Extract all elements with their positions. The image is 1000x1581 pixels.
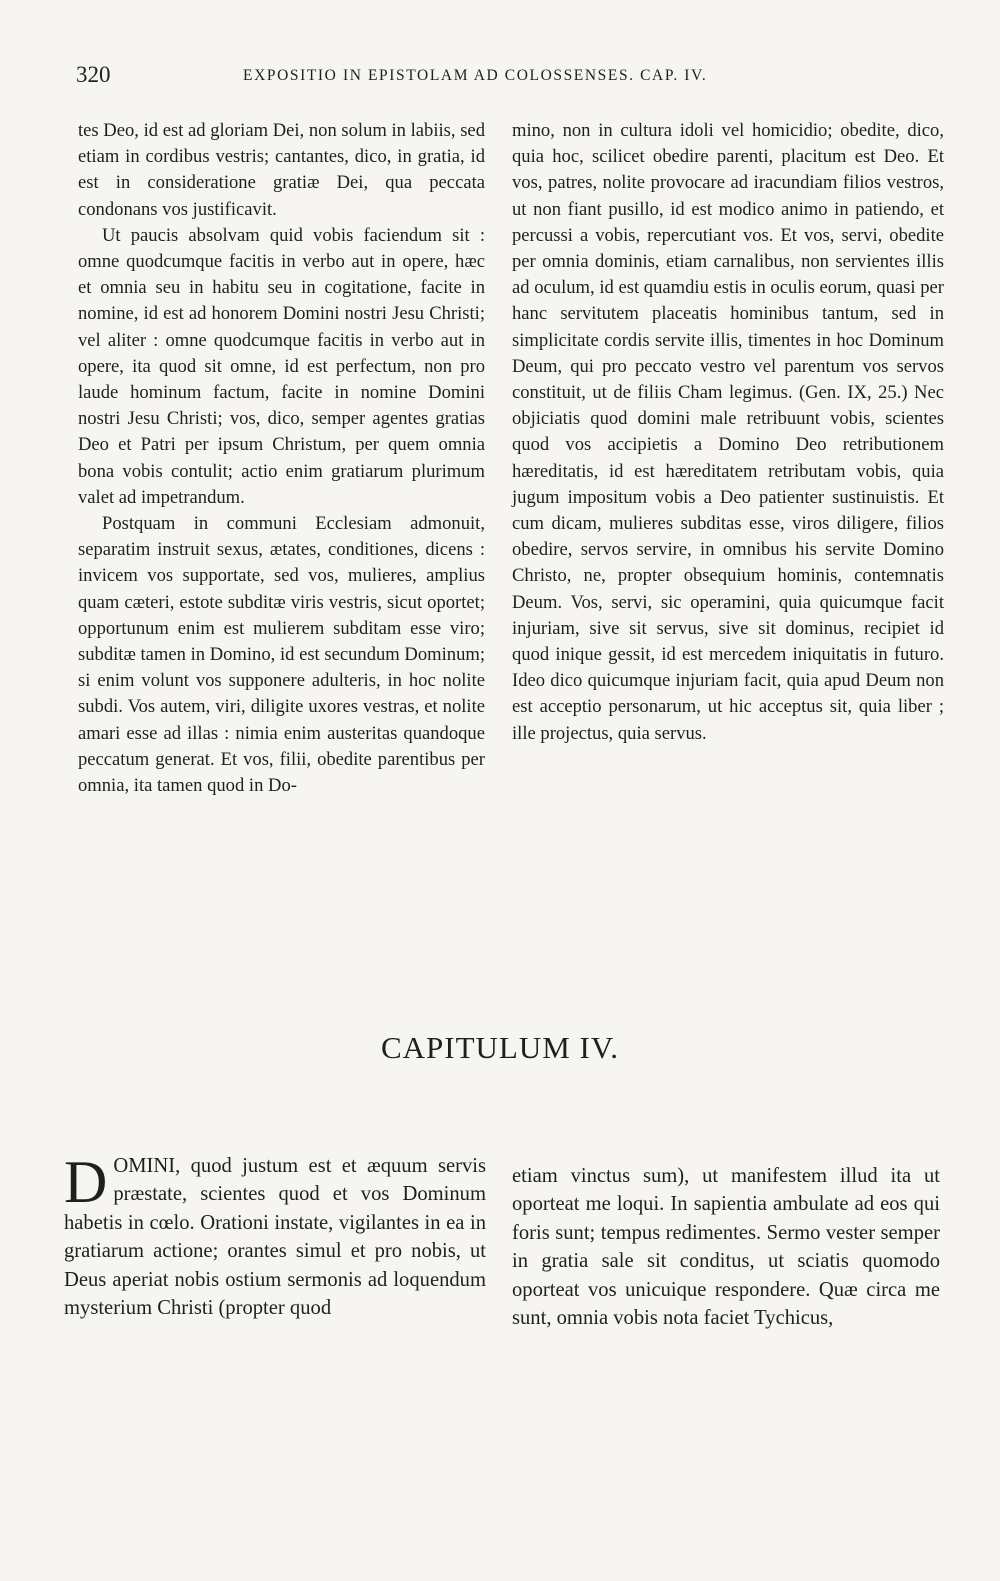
- page-number: 320: [76, 62, 111, 87]
- commentary-left-column: [78, 118, 485, 799]
- commentary-paragraph: mino, non in cultura idoli vel homicidio; obedite, dico, quia hoc, scilicet obedire parenti, placitum est Deo. Et vos, patres, nolite provocare ad iracundiam filios vestros, ut non fiant pusillo, id est modico animo in patiendo, et percussi a vobis, repercutiant vos. Et vos, servi, obedite per omnia dominis, etiam carnalibus, non servientes illis ad oculum, id est quamdiu estis in oculis eorum, quasi per hanc servitutem placeatis hominibus tantum, sed in simplicitate cordis servite illis, timentes in hoc Dominum Deum, qui pro peccato vestro vel parentum vos servos constituit, ut de filiis Cham legimus. (Gen. IX, 25.) Nec objiciatis quod domini male retribuunt vobis, scientes quod vos accipietis a Domino Deo retributionem hæreditatis, id est hæreditatem retributam vobis, quia jugum impositum vobis a Deo patienter sustinuistis. Et cum dicam, mulieres subditas esse, viros diligere, filios obedire, servos servire, in omnibus his servite Domino Christo, ne, propter obsequium hominis, contemnatis Deum. Vos, servi, sic operamini, quia quicumque facit injuriam, sive sit servus, sive sit dominus, recipiet id quod inique gessit, id est mercedem iniquitatis in futuro. Ideo dico quicumque injuriam facit, quia apud Deum non est acceptio personarum, ut hic acceptus sit, quia liber ; ille projectus, quia servus.: [512, 120, 944, 744]
- scripture-text: OMINI, quod justum est et æquum servis præstate, scientes quod et vos Dominum habetis in cœlo. Orationi instate, vigilantes in ea in gratiarum actione; orantes simul et pro nobis, ut Deus aperiat nobis ostium sermonis ad loquendum mysterium Christi (propter quod: [64, 1155, 486, 1320]
- commentary-paragraph: tes Deo, id est ad gloriam Dei, non solum in labiis, sed etiam in cordibus vestris; cantantes, dico, in gratia, id est in consideratione gratiæ Dei, qua peccata condonans vos justificavit.: [78, 120, 485, 220]
- commentary-paragraph: Postquam in communi Ecclesiam admonuit, separatim instruit sexus, ætates, conditiones, dicens : invicem vos supportate, sed vos, mulieres, amplius quam cæteri, estote subditæ viris vestris, sicut oportet; opportunum enim est mulierem subditam esse viro; subditæ tamen in Domino, id est secundum Dominum; si enim volunt vos supponere adulteris, in hoc nolite subdi. Vos autem, viri, diligite uxores vestras, et nolite amari esse ad illas : nimia enim austeritas quandoque peccatum generat. Et vos, filii, obedite parentibus per omnia, ita tamen quod in Do-: [78, 513, 485, 797]
- drop-cap-initial: D: [64, 1149, 108, 1215]
- page-header: [76, 62, 792, 92]
- commentary-right-column: [512, 118, 944, 747]
- scripture-left-column: [64, 1149, 486, 1322]
- commentary-paragraph: Ut paucis absolvam quid vobis faciendum sit : omne quodcumque facitis in verbo aut in opere, hæc et omnia seu in habitu seu in cogitatione, facite in nomine, id est ad honorem Domini nostri Jesu Christi; vel aliter : omne quodcumque facitis in verbo aut in opere, ita quod sit omne, id est perfectum, non pro laude hominum factum, facite in nomine Domini nostri Jesu Christi; vos, dico, semper agentes gratias Deo et Patri per ipsum Christum, per quem omnia bona vobis contulit; actio enim gratiarum plurimum valet ad impetrandum.: [78, 224, 485, 508]
- running-title: EXPOSITIO IN EPISTOLAM AD COLOSSENSES. CAP. IV.: [243, 67, 708, 84]
- scripture-text: etiam vinctus sum), ut manifestem illud ita ut oporteat me loqui. In sapientia ambulate ad eos qui foris sunt; tempus redimentes. Sermo vester semper in gratia sale sit conditus, ut sciatis quomodo oporteat vos unicuique respondere. Quæ circa me sunt, omnia vobis nota faciet Tychicus,: [512, 1165, 940, 1330]
- scripture-right-column: [512, 1162, 940, 1332]
- chapter-heading: CAPITULUM IV.: [380, 1030, 620, 1065]
